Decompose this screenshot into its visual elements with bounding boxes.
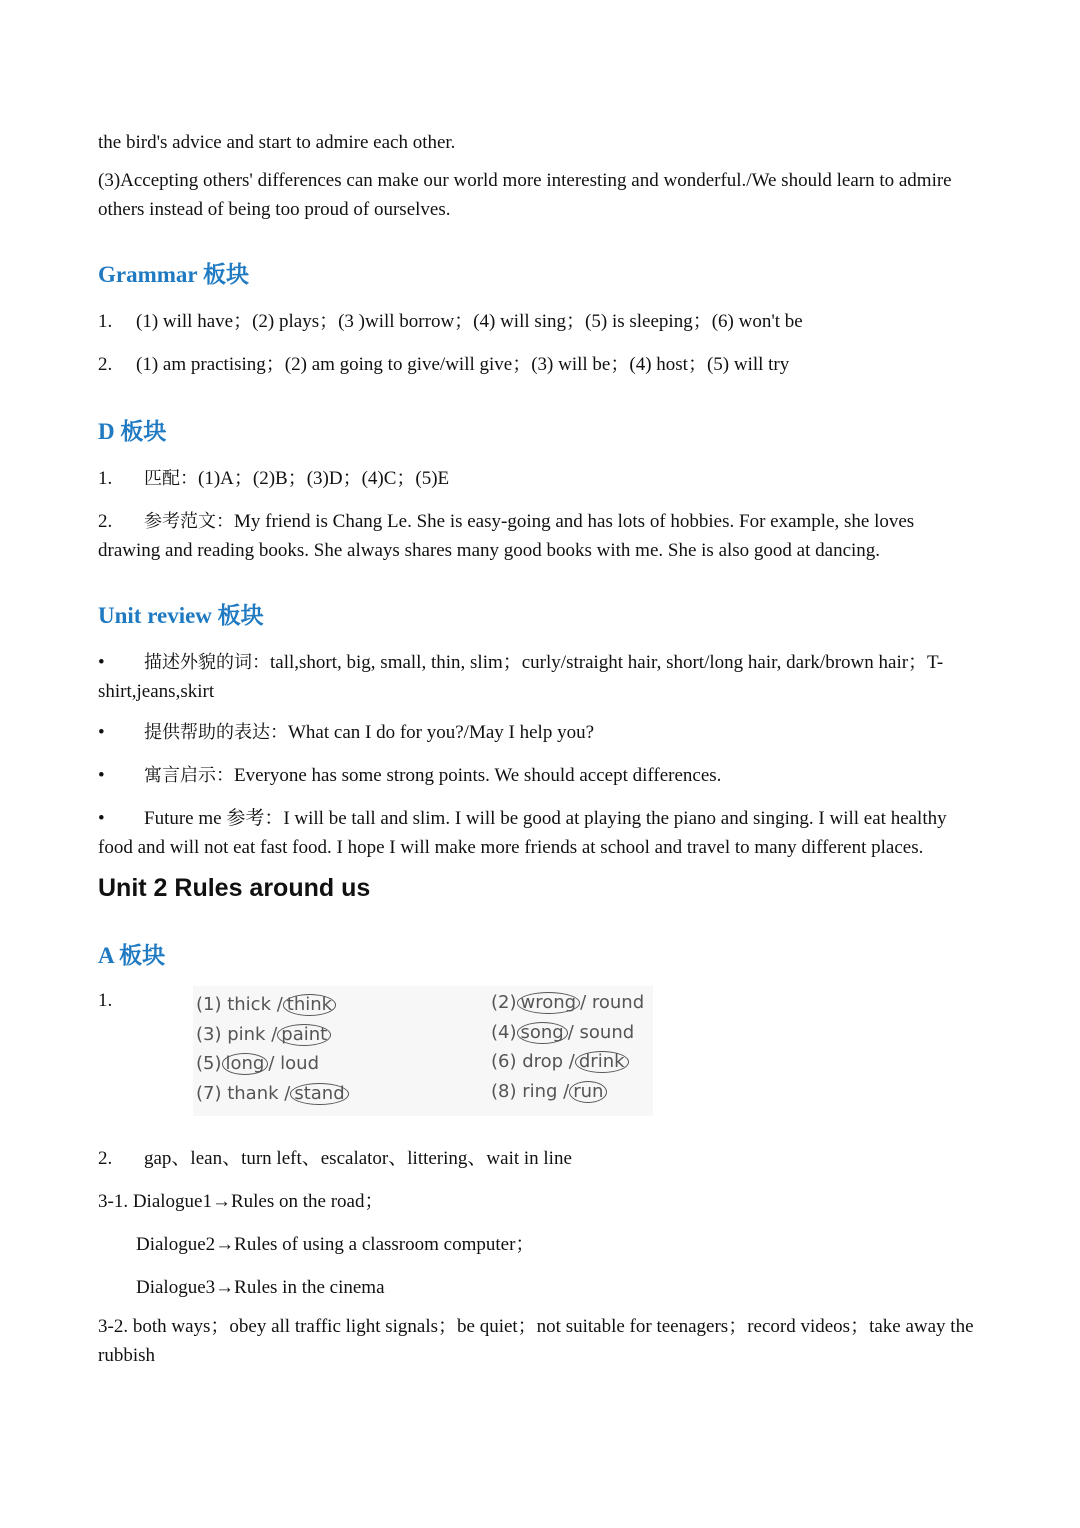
word-pair-5 — [196, 1053, 319, 1075]
item-text: I will be tall and slim. I will be good at playing the piano and singing. I will eat healthy food and will not eat fast food. I hope I will make more friends at school and travel to many different places. — [98, 808, 947, 858]
grammar-heading: Grammar 板块 — [98, 262, 249, 287]
pair-prefix: (6) drop / — [491, 1051, 575, 1072]
word-pair-1 — [196, 994, 336, 1016]
item-text: gap、lean、turn left、escalator、littering、wait in line — [144, 1148, 572, 1169]
item-label: Future me 参考： — [144, 808, 284, 829]
circled-word: think — [283, 994, 336, 1016]
unit2-title: Unit 2 Rules around us — [98, 874, 371, 902]
circled-word: long — [222, 1053, 269, 1075]
d-item-1 — [98, 464, 978, 493]
bullet: • — [98, 722, 105, 743]
exercise-3-2: 3-2. both ways；obey all traffic light signals；be quiet；not suitable for teenagers；record videos；take away the rubbish — [98, 1316, 974, 1366]
circled-word: song — [517, 1022, 568, 1044]
pair-prefix: (7) thank / — [196, 1083, 291, 1104]
item-text: (1)A；(2)B；(3)D；(4)C；(5)E — [198, 468, 450, 489]
d-section-heading: D 板块 — [98, 419, 167, 444]
intro-line-2: (3)Accepting others' differences can make our world more interesting and wonderful./We should learn to admire others instead of being too proud of ourselves. — [98, 170, 952, 220]
item-number: 1. — [98, 468, 113, 489]
item-text: (1) will have；(2) plays；(3 )will borrow；(4) will sing；(5) is sleeping；(6) won't be — [136, 311, 803, 332]
circled-word: stand — [290, 1083, 348, 1105]
exercise-2 — [98, 1144, 978, 1173]
item-label: 匹配： — [144, 468, 198, 489]
word-pair-7 — [196, 1083, 349, 1105]
review-item-2 — [98, 718, 978, 747]
item-text: (1) am practising；(2) am going to give/will give；(3) will be；(4) host；(5) will try — [136, 354, 790, 375]
exercise-3-1-line-2: Dialogue2→Rules of using a classroom computer； — [136, 1234, 535, 1255]
review-item-1 — [98, 648, 978, 706]
bullet: • — [98, 765, 105, 786]
item-number: 2. — [98, 1148, 113, 1169]
document-page — [98, 128, 978, 1370]
circled-word: drink — [575, 1051, 629, 1073]
circled-word: wrong — [517, 992, 581, 1014]
bullet: • — [98, 652, 105, 673]
pair-prefix: (8) ring / — [491, 1081, 570, 1102]
pair-prefix: (2) — [491, 992, 517, 1013]
pair-prefix: (3) pink / — [196, 1024, 278, 1045]
circled-word: run — [569, 1081, 607, 1103]
item-text: Everyone has some strong points. We should accept differences. — [234, 765, 722, 786]
pair-prefix: (1) thick / — [196, 994, 283, 1015]
grammar-item-1 — [98, 307, 978, 336]
pair-prefix: (4) — [491, 1022, 517, 1043]
item-label: 参考范文： — [144, 511, 234, 532]
item-number: 1. — [98, 990, 113, 1011]
item-text: tall,short, big, small, thin, slim；curly/straight hair, short/long hair, dark/brown hair；T-shirt,jeans,skirt — [98, 652, 944, 702]
exercise-1-figure — [98, 986, 978, 1136]
item-label: 提供帮助的表达： — [144, 722, 288, 743]
exercise-3-1-line-1: 3-1. Dialogue1→Rules on the road； — [98, 1191, 384, 1212]
item-text: What can I do for you?/May I help you? — [288, 722, 595, 743]
item-number: 2. — [98, 354, 113, 375]
review-item-3 — [98, 761, 978, 790]
bullet: • — [98, 808, 105, 829]
item-label: 描述外貌的词： — [144, 652, 270, 673]
item-label: 寓言启示： — [144, 765, 234, 786]
review-item-4 — [98, 804, 978, 862]
word-pair-6 — [491, 1051, 629, 1073]
grammar-item-2 — [98, 350, 978, 379]
pair-prefix: (5) — [196, 1053, 222, 1074]
item-text: My friend is Chang Le. She is easy-going and has lots of hobbies. For example, she loves drawing and reading books. She always shares many good books with me. She is also good at dancing. — [98, 511, 915, 561]
a-section-heading: A 板块 — [98, 943, 166, 968]
pair-suffix: / round — [580, 992, 645, 1013]
circled-word: paint — [277, 1024, 331, 1046]
item-number: 1. — [98, 311, 113, 332]
intro-line-1: the bird's advice and start to admire each other. — [98, 132, 456, 153]
item-number: 2. — [98, 511, 113, 532]
d-item-2 — [98, 507, 978, 565]
word-pair-2 — [491, 992, 644, 1014]
word-pair-4 — [491, 1022, 634, 1044]
word-pair-8 — [491, 1081, 607, 1103]
pair-suffix: / sound — [567, 1022, 635, 1043]
word-pair-3 — [196, 1024, 331, 1046]
unit-review-heading: Unit review 板块 — [98, 603, 264, 628]
pair-suffix: / loud — [268, 1053, 319, 1074]
exercise-3-1-line-3: Dialogue3→Rules in the cinema — [136, 1277, 385, 1298]
